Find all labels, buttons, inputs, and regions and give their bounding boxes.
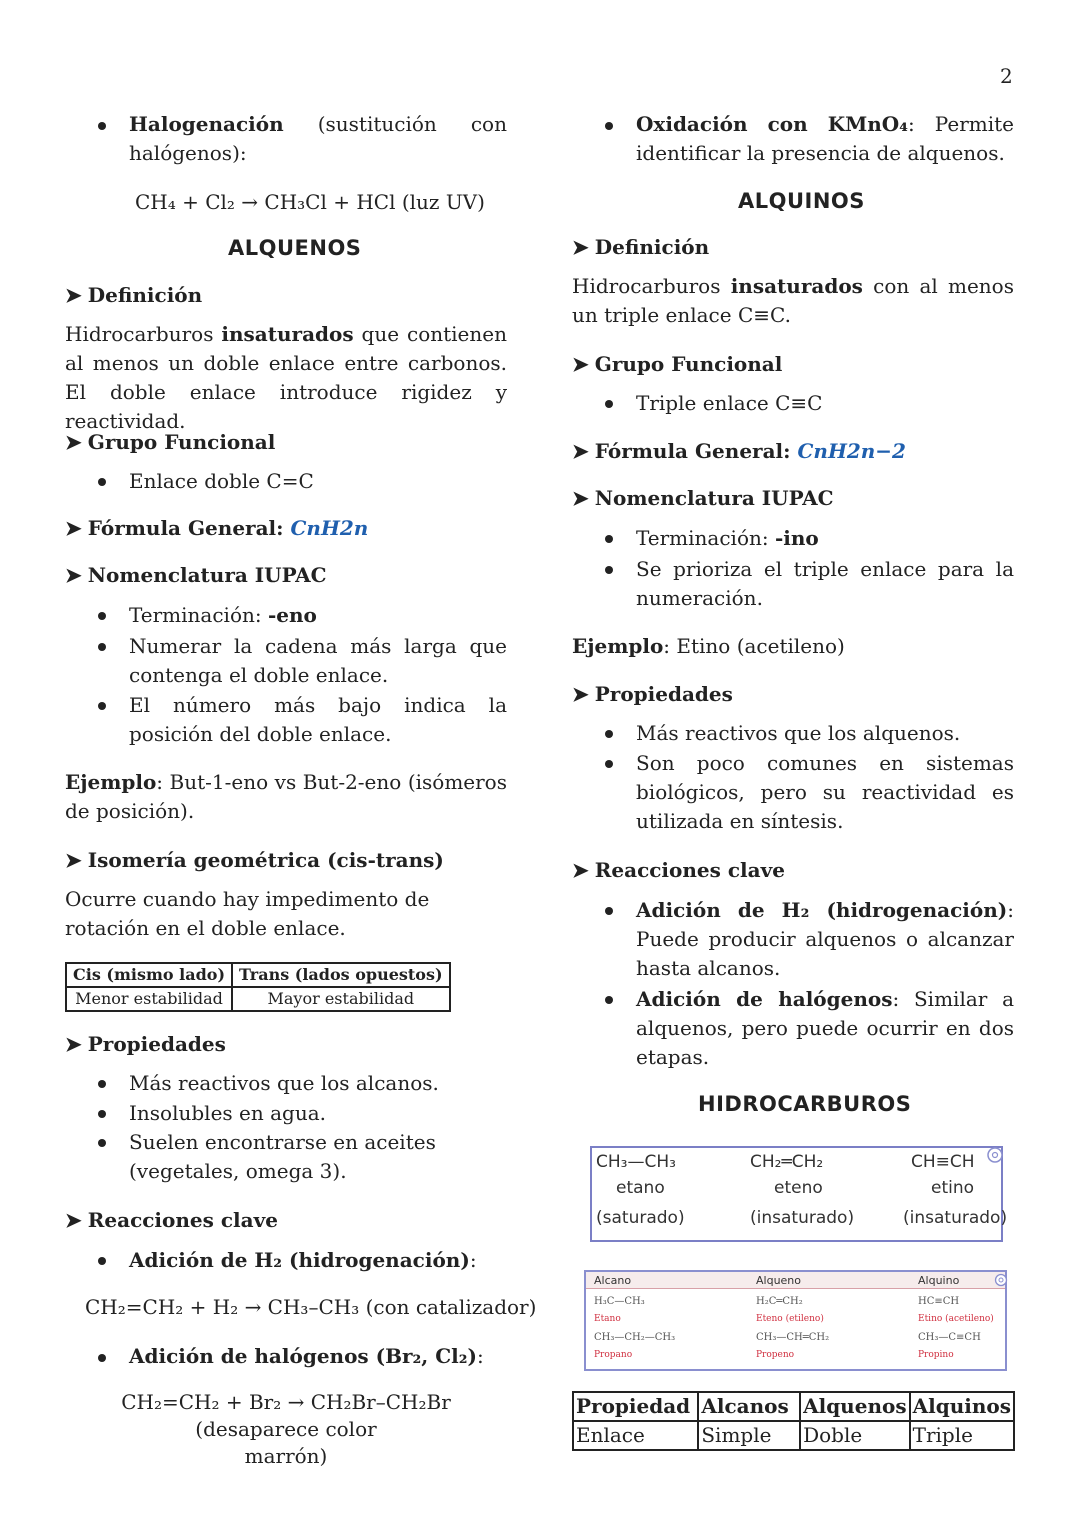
propiedades-item-2: Son poco comunes en sistemas biológicos, pero su reactividad es utilizada en síntesis. <box>636 751 1014 833</box>
definicion-text: Hidrocarburos insaturados con al menos un triple enlace C≡C. <box>572 274 1014 327</box>
figure-col-eteno <box>750 1152 860 1228</box>
table-header: Propiedad <box>573 1392 698 1421</box>
figure-col-etano <box>596 1152 696 1228</box>
nomenclatura-item-2: Numerar la cadena más larga que contenga el doble enlace. <box>129 634 507 687</box>
nomenclatura-item-1: Terminación: -ino <box>636 526 819 550</box>
bullet <box>98 478 106 486</box>
table-header: Alquenos <box>800 1392 910 1421</box>
figure-cell: CH₃—CH═CH₂ <box>756 1332 830 1343</box>
isomeria-text: Ocurre cuando hay impedimento de rotación en el doble enlace. <box>65 887 430 940</box>
halogenacion-rest2: con <box>470 112 507 136</box>
definicion-heading: ➤ Definición <box>65 283 203 307</box>
oxidacion-display: Oxidación con KMnO₄: Permite identificar la presencia de alquenos. <box>636 112 1014 165</box>
propiedades-item-2: Insolubles en agua. <box>129 1101 326 1125</box>
reacciones-item-2: Adición de halógenos: Similar a alquenos, pero puede ocurrir en dos etapas. <box>636 987 1014 1069</box>
comparison-table <box>572 1391 1015 1451</box>
table-header: Trans (lados opuestos) <box>232 963 450 987</box>
figure-cell: Propino <box>918 1350 954 1360</box>
figure-type: (insaturado) <box>750 1208 855 1228</box>
figure-cell: Propano <box>594 1350 633 1360</box>
expand-icon[interactable] <box>994 1273 1008 1287</box>
bullet <box>605 907 613 915</box>
figure-col-etino <box>903 1152 1008 1228</box>
figure-formula: CH₂═CH₂ <box>750 1152 824 1172</box>
reacciones-item-2: Adición de halógenos (Br₂, Cl₂): <box>129 1344 484 1368</box>
table-cell: Triple <box>910 1421 1014 1450</box>
ejemplo-text: Ejemplo: Etino (acetileno) <box>572 634 845 658</box>
bullet <box>605 566 613 574</box>
bullet <box>98 1257 106 1265</box>
hidrocarburos-title: HIDROCARBUROS <box>698 1092 912 1116</box>
propiedades-item-1: Más reactivos que los alquenos. <box>636 721 961 745</box>
halogenacion-rest3: halógenos): <box>129 141 247 165</box>
bullet <box>605 535 613 543</box>
nomenclatura-item-1: Terminación: -eno <box>129 603 317 627</box>
formula-heading: ➤ Fórmula General: CnH2n <box>65 516 369 540</box>
hydrocarbons-table-figure <box>584 1270 1007 1371</box>
reacciones-item-1: Adición de H₂ (hidrogenación): Puede producir alquenos o alcanzar hasta alcanos. <box>636 898 1014 980</box>
page-number: 2 <box>1000 64 1013 88</box>
ejemplo-text: Ejemplo: But-1-eno vs But-2-eno (isómeros de posición). <box>65 770 507 823</box>
table-cell: Simple <box>698 1421 800 1450</box>
bullet <box>605 996 613 1004</box>
reacciones-heading: ➤ Reacciones clave <box>572 858 785 882</box>
reacciones-equation-2: CH₂=CH₂ + Br₂ → CH₂Br–CH₂Br (desaparece color marrón) <box>121 1390 451 1468</box>
grupo-heading: ➤ Grupo Funcional <box>572 352 783 376</box>
isomeria-heading: ➤ Isomería geométrica (cis-trans) <box>65 848 444 872</box>
bullet <box>605 400 613 408</box>
figure-formula: CH₃—CH₃ <box>596 1152 676 1172</box>
table-cell: Mayor estabilidad <box>232 987 450 1011</box>
propiedades-heading: ➤ Propiedades <box>65 1032 226 1056</box>
grupo-heading: ➤ Grupo Funcional <box>65 430 276 454</box>
figure-header: Alquino <box>918 1274 960 1287</box>
bullet <box>605 760 613 768</box>
figure-name: eteno <box>774 1178 823 1198</box>
table-header: Alquinos <box>910 1392 1014 1421</box>
figure-header: Alcano <box>594 1274 632 1287</box>
expand-icon[interactable] <box>986 1146 1004 1164</box>
propiedades-heading: ➤ Propiedades <box>572 682 733 706</box>
bullet <box>98 1354 106 1362</box>
propiedades-item-3: Suelen encontrarse en aceites (vegetales, omega 3). <box>129 1130 436 1183</box>
nomenclatura-item-2: Se prioriza el triple enlace para la numeración. <box>636 557 1014 610</box>
grupo-item: Triple enlace C≡C <box>636 391 823 415</box>
definicion-text: Hidrocarburos insaturados que contienen al menos un doble enlace entre carbonos. El doble enlace introduce rigidez y reactividad. <box>65 322 507 433</box>
hydrocarbons-figure <box>590 1146 1008 1242</box>
halogenacion-equation: CH₄ + Cl₂ → CH₃Cl + HCl (luz UV) <box>135 190 485 214</box>
figure-cell: H₂C═CH₂ <box>756 1296 803 1307</box>
table-cell: Doble <box>800 1421 910 1450</box>
alquinos-title: ALQUINOS <box>738 189 865 213</box>
table-cell: Menor estabilidad <box>66 987 232 1011</box>
bullet <box>98 643 106 651</box>
figure-cell: Eteno (etileno) <box>756 1314 824 1324</box>
figure-cell: CH₃—CH₂—CH₃ <box>594 1332 676 1343</box>
table-header: Cis (mismo lado) <box>66 963 232 987</box>
nomenclatura-item-3: El número más bajo indica la posición del doble enlace. <box>129 693 507 746</box>
table-header: Alcanos <box>698 1392 800 1421</box>
grupo-item: Enlace doble C=C <box>129 469 314 493</box>
figure-name: etino <box>931 1178 975 1198</box>
figure-type: (saturado) <box>596 1208 685 1228</box>
halogenacion-rest1: (sustitución <box>317 112 437 136</box>
bullet <box>98 612 106 620</box>
figure-type: (insaturado) <box>903 1208 1008 1228</box>
nomenclatura-heading: ➤ Nomenclatura IUPAC <box>65 563 327 587</box>
figure-cell: Etano <box>594 1314 621 1324</box>
bullet <box>98 1080 106 1088</box>
bullet <box>605 122 613 130</box>
reacciones-heading: ➤ Reacciones clave <box>65 1208 278 1232</box>
propiedades-item-1: Más reactivos que los alcanos. <box>129 1071 439 1095</box>
cis-trans-table <box>65 962 451 1012</box>
figure-cell: Propeno <box>756 1350 795 1360</box>
figure-cell: H₃C—CH₃ <box>594 1296 645 1307</box>
reacciones-equation-1: CH₂=CH₂ + H₂ → CH₃–CH₃ (con catalizador) <box>85 1295 537 1319</box>
formula-heading: ➤ Fórmula General: CnH2n−2 <box>572 439 906 463</box>
bullet <box>98 702 106 710</box>
figure-cell: CH₃—C≡CH <box>918 1332 981 1343</box>
bullet <box>98 122 106 130</box>
reacciones-item-1: Adición de H₂ (hidrogenación): <box>129 1248 477 1272</box>
halogenacion-item <box>129 110 507 168</box>
bullet <box>98 1139 106 1147</box>
figure-cell: HC≡CH <box>918 1296 960 1307</box>
halogenacion-title: Halogenación <box>129 112 284 136</box>
table-cell: Enlace <box>573 1421 698 1450</box>
figure-name: etano <box>616 1178 665 1198</box>
definicion-heading: ➤ Definición <box>572 235 710 259</box>
alquenos-title: ALQUENOS <box>228 236 362 260</box>
bullet <box>98 1110 106 1118</box>
bullet <box>605 730 613 738</box>
nomenclatura-heading: ➤ Nomenclatura IUPAC <box>572 486 834 510</box>
figure-cell: Etino (acetileno) <box>918 1314 994 1324</box>
figure-header: Alqueno <box>756 1274 802 1287</box>
figure-formula: CH≡CH <box>911 1152 975 1172</box>
